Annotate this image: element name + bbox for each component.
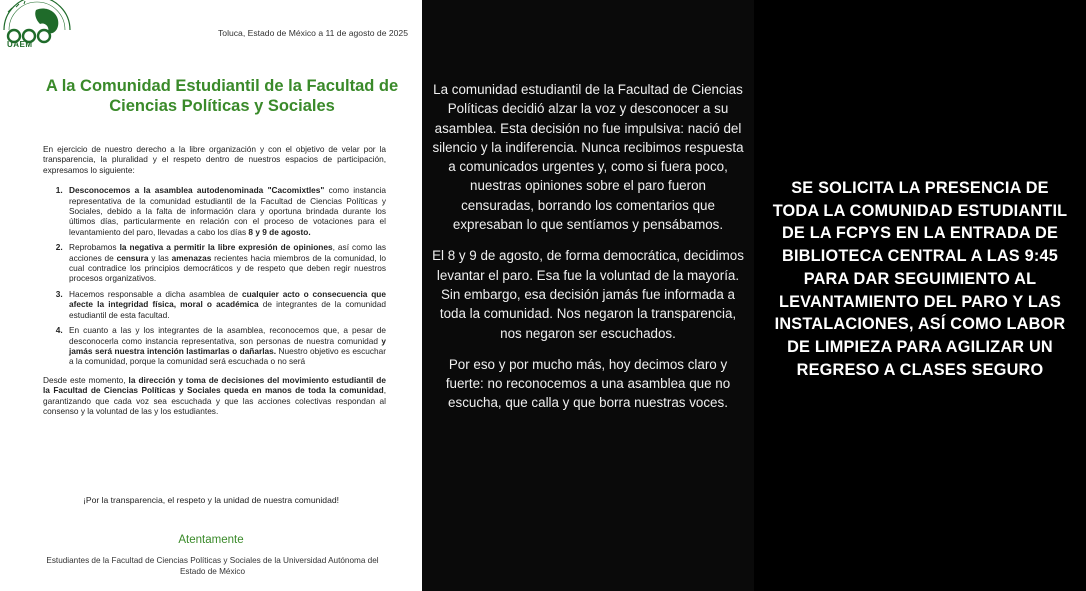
item-text: Reprobamos: [69, 242, 120, 253]
letter-intro: En ejercicio de nuestro derecho a la libre organización y con el objetivo de velar por la transparencia, la pluralidad y el respeto dentro de nuestros espacios de participación, expresamos lo siguiente:: [43, 144, 386, 175]
item-text: de integrantes de la comunidad estudiantil de esta facultad.: [69, 299, 386, 320]
item-emphasis: la negativa a permitir la libre expresión de opiniones: [119, 242, 333, 253]
item-emphasis: Desconocemos a la asamblea autodenominada "Cacomixtles": [69, 185, 325, 196]
closing-emphasis: la dirección y toma de decisiones del movimiento estudiantil de la Facultad de Ciencias Políticas y Sociales queda en manos de toda la comunidad: [43, 374, 386, 396]
item-emphasis: 8 y 9 de agosto.: [248, 226, 311, 237]
statement-paragraph-3: Por eso y por mucho más, hoy decimos claro y fuerte: no reconocemos a una asamblea que no escucha, que calla y que borra nuestras voces.: [445, 356, 731, 411]
letter-motto: ¡Por la transparencia, el respeto y la unidad de nuestra comunidad!: [82, 495, 340, 505]
item-text: recientes hacia miembros de la comunidad, lo cual contradice los principios democráticos y de respeto que deben regir nuestros procesos organizativos.: [69, 252, 386, 284]
statement-text: [432, 80, 744, 425]
letter-date: Toluca, Estado de México a 11 de agosto de 2025: [218, 28, 408, 38]
item-text: , así como las acciones de: [69, 242, 387, 263]
item-emphasis: y jamás será nuestra intención lastimarlas o dañarlas.: [69, 335, 386, 356]
item-text: y las: [148, 252, 172, 263]
call-panel: [754, 0, 1086, 591]
list-item: [65, 185, 386, 237]
closing-text: , garantizando que cada voz sea escuchada y que las acciones colectivas respondan al consenso y la voluntad de las y los estudiantes.: [43, 385, 386, 416]
statement-paragraph-2: El 8 y 9 de agosto, de forma democrática, decidimos levantar el paro. Esa fue la voluntad de la mayoría. Sin embargo, esa decisión jamás fue informada a toda la comunidad. Nos negaron la transparencia, nos negaron ser escuchados.: [432, 248, 744, 341]
statement-paragraph-1: La comunidad estudiantil de la Facultad de Ciencias Políticas decidió alzar la voz y desconocer a su asamblea. Esta decisión no fue impulsiva: nació del silencio y la indiferencia. Nunca recibimos respuesta a comunicados urgentes y, como si fuera poco, nuestras opiniones sobre el paro fueron censuradas, borrando los comentarios que expresaban lo que sentíamos y pensábamos.: [432, 82, 744, 233]
logo-text: UAEM: [7, 40, 33, 49]
item-emphasis: cualquier acto o consecuencia que afecte la integridad física, moral o académica: [69, 288, 386, 310]
letter-body: [43, 144, 386, 416]
list-item: [65, 289, 386, 320]
letter-heading: A la Comunidad Estudiantil de la Facultad de Ciencias Políticas y Sociales: [45, 77, 399, 115]
item-emphasis: amenazas: [171, 252, 212, 263]
list-item: [65, 325, 386, 367]
item-text: Nuestro objetivo es escuchar a la comunidad, porque la comunidad será escuchada o no será: [69, 345, 386, 367]
call-to-action-text: SE SOLICITA LA PRESENCIA DE TODA LA COMUNIDAD ESTUDIANTIL DE LA FCPYS EN LA ENTRADA DE BIBLIOTECA CENTRAL A LAS 9:45 PARA DAR SEGUIMIENTO AL LEVANTAMIENTO DEL PARO Y LAS INSTALACIONES, ASÍ COMO LABOR DE LIMPIEZA PARA AGILIZAR UN REGRESO A CLASES SEGURO: [772, 179, 1068, 379]
letter-closing: [43, 375, 386, 417]
item-emphasis: censura: [116, 252, 149, 263]
item-text: como instancia representativa de la comunidad estudiantil de la Facultad de Ciencias Políticas y Sociales, debido a la falta de información clara y oportuna brindada durante los últimos días, particularmente en relación con el proceso de votaciones para el levantamiento del paro, llevadas a cabo los días: [69, 185, 386, 237]
uaem-logo: [0, 0, 74, 68]
item-text: En cuanto a las y los integrantes de la asamblea, reconocemos que, a pesar de desconocerla como instancia representativa, son personas de nuestra comunidad: [69, 325, 386, 346]
letter-panel: [0, 0, 422, 591]
closing-text: Desde este momento,: [43, 374, 129, 385]
item-text: Hacemos responsable a dicha asamblea de: [69, 288, 242, 299]
statement-panel: [422, 0, 754, 591]
letter-regards: Atentamente: [178, 534, 244, 546]
list-item: [65, 242, 386, 284]
demands-list: [43, 185, 386, 367]
letter-signers: Estudiantes de la Facultad de Ciencias Políticas y Sociales de la Universidad Autónoma del Estado de México: [46, 556, 379, 576]
